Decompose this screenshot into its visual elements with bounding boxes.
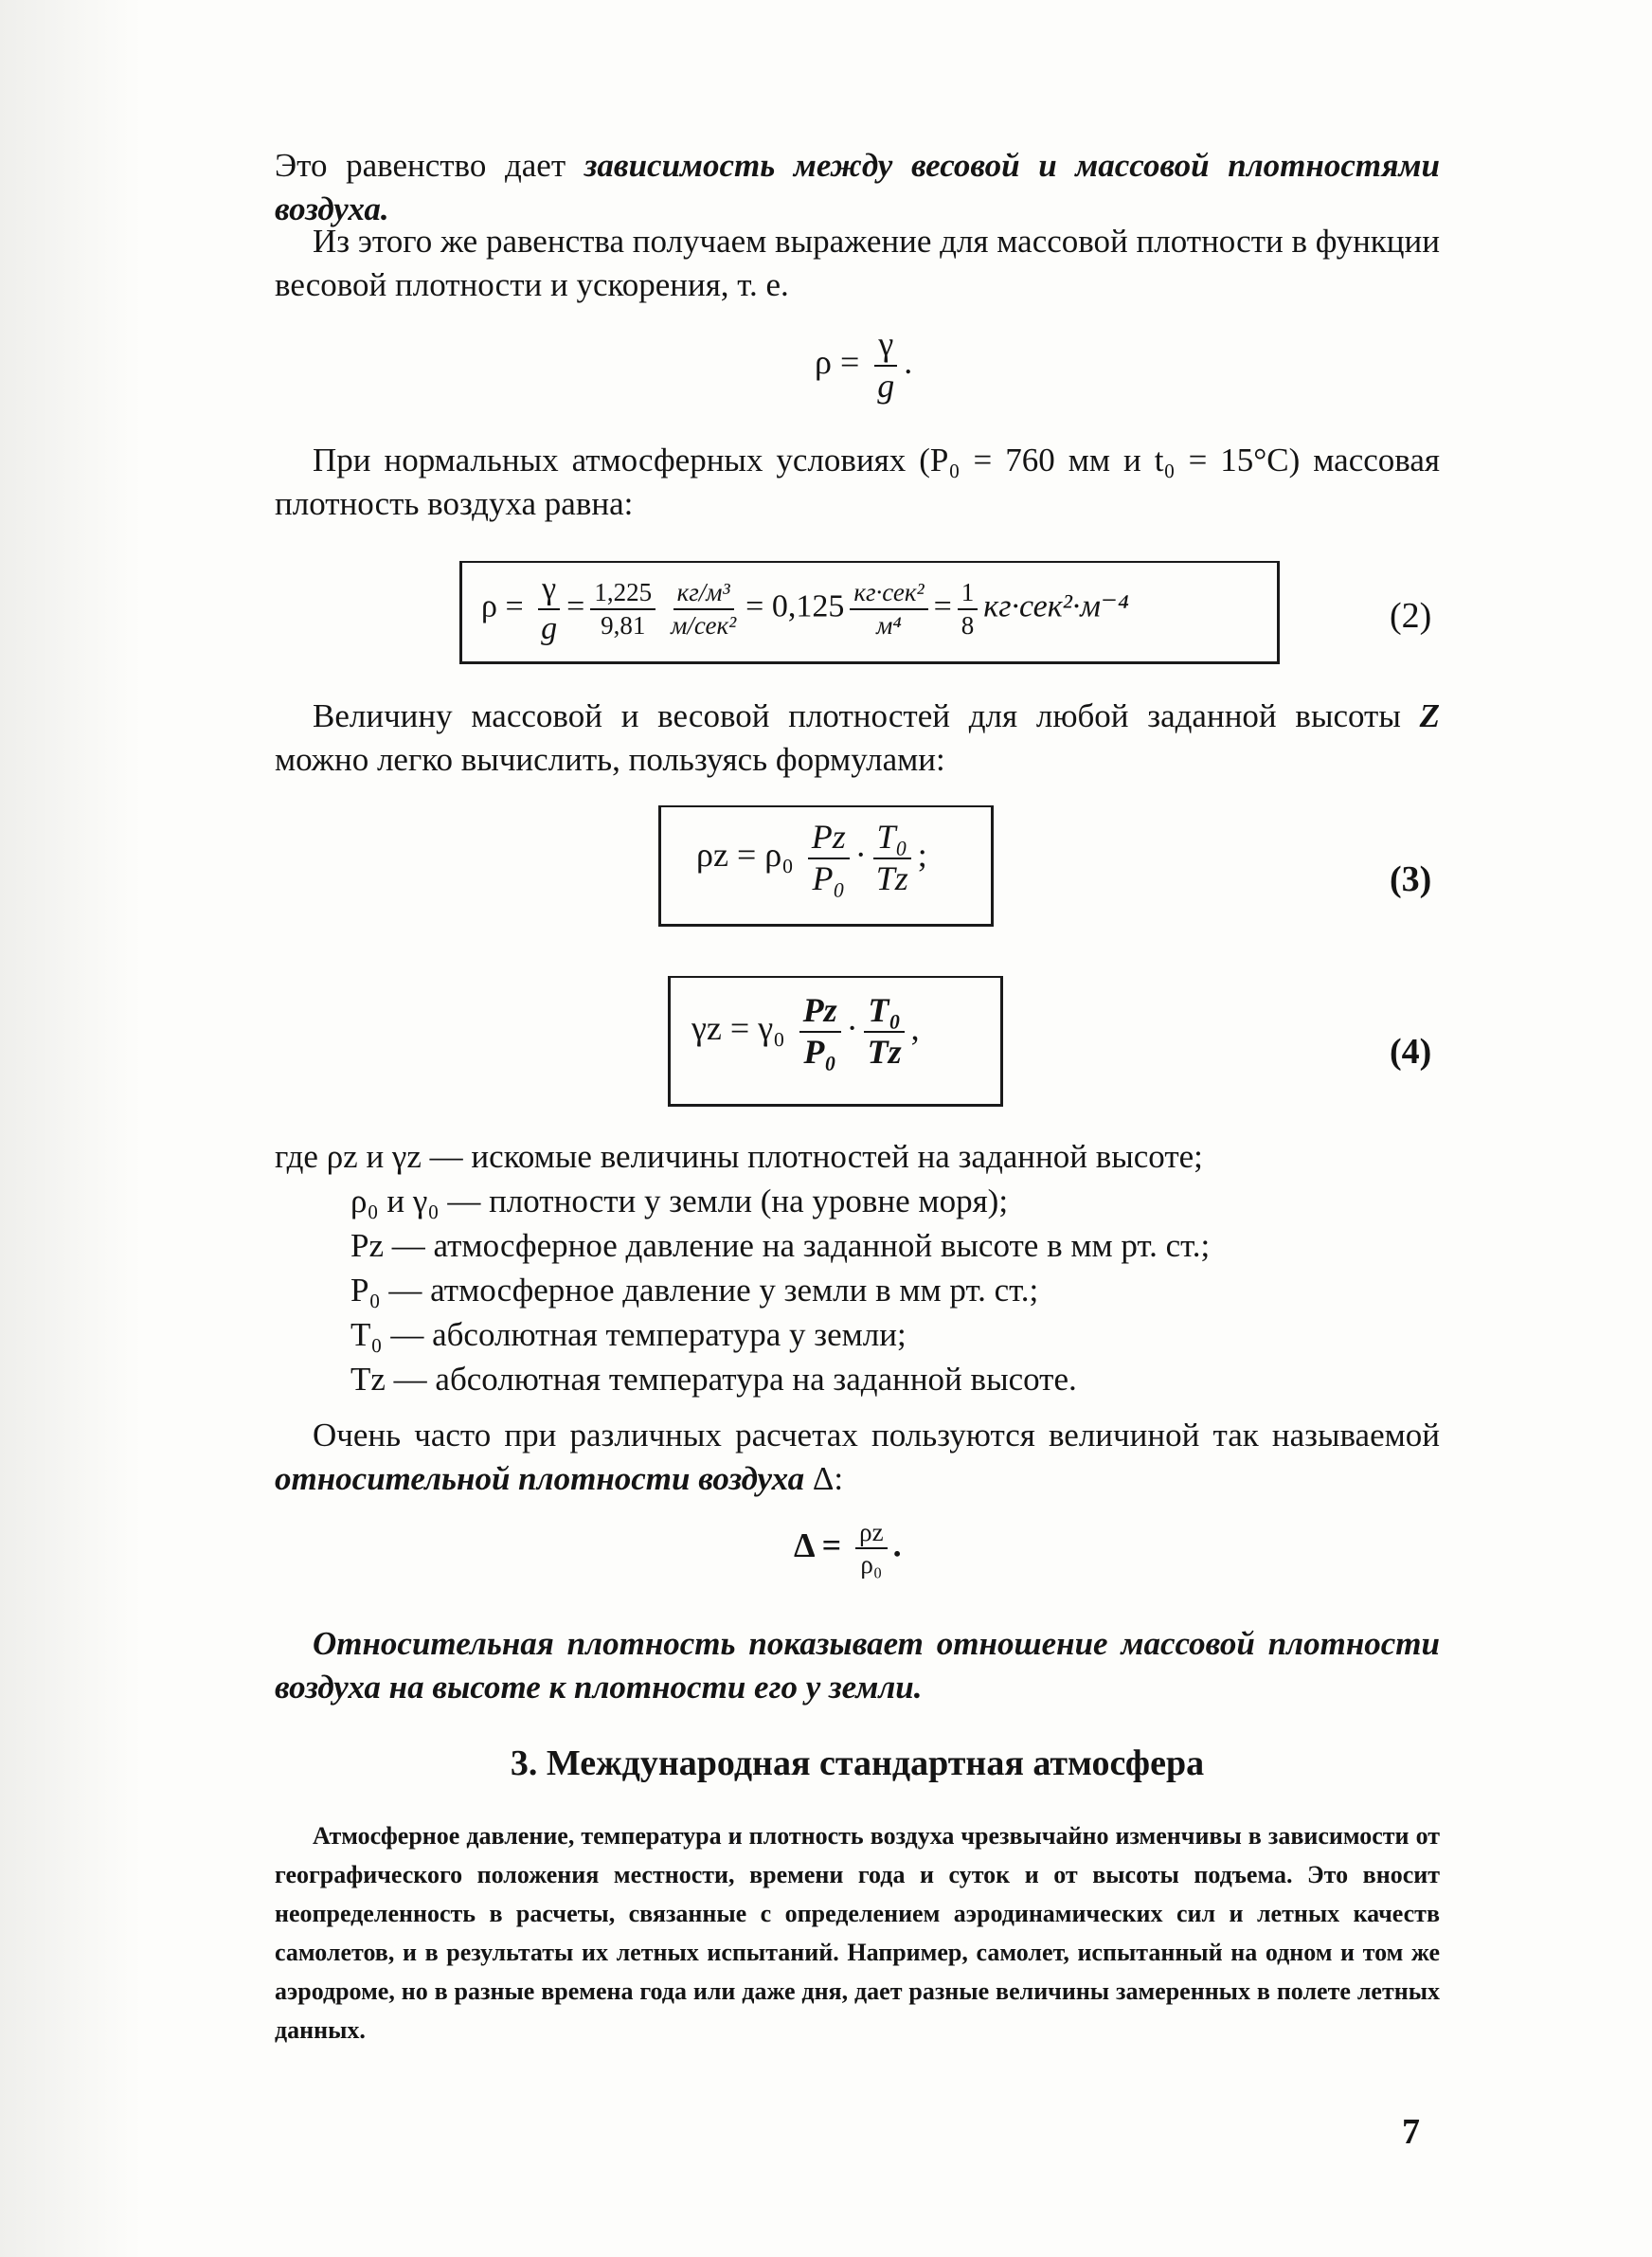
definition-t0: T₀ — абсолютная температура у земли; — [350, 1316, 907, 1353]
p1-lead: Это равенство дает — [275, 147, 584, 184]
p2-text: Из этого же равенства получаем выражение для массовой плотности в функции весовой плотности и ускорения, т. е. — [275, 223, 1440, 303]
formula-rho-gamma-g — [815, 327, 912, 405]
f5-fraction — [855, 1519, 887, 1579]
eq2-unit2-den: м⁴ — [876, 610, 902, 640]
definition-rho-gamma-0: ρ₀ и γ₀ — плотности у земли (на уровне моря); — [350, 1183, 1009, 1219]
formula-delta — [794, 1519, 902, 1579]
scan-margin-shade — [0, 0, 142, 2257]
eq3-temperature-ratio — [872, 820, 912, 897]
eq2-unit-num: кг/м³ — [673, 579, 734, 609]
equation-3-label: (3) — [1390, 859, 1432, 899]
eq3-dot: · — [854, 836, 867, 875]
paragraph-relative-density-meaning — [275, 1622, 1440, 1709]
equation-2-label: (2) — [1390, 596, 1432, 636]
section-title: 3. Международная стандартная атмосфера — [510, 1743, 1205, 1783]
eq2-1225: 1,225 — [590, 579, 655, 609]
equation-2 — [481, 572, 1129, 645]
eq2-equals-0125: = 0,125 — [745, 588, 845, 624]
eq3-pz: Pz — [808, 820, 850, 859]
eq2-unit-fraction — [667, 579, 740, 639]
eq2-unit-den: м/сек² — [671, 610, 737, 640]
eq4-pz: Pz — [799, 993, 841, 1033]
eq3-p0: P₀ — [812, 858, 846, 897]
f5-numerator: ρz — [855, 1519, 887, 1549]
eq2-equals-1: = — [566, 588, 585, 624]
p5-text-a: Очень часто при различных расчетах пользуются величиной так называемой — [313, 1417, 1440, 1454]
p5-text-b: Δ: — [804, 1460, 844, 1497]
eq2-units: кг·сек²·м⁻⁴ — [983, 588, 1129, 624]
eq2-981: 9,81 — [601, 610, 646, 640]
eq4-t0: T₀ — [864, 993, 905, 1033]
equation-4 — [691, 993, 920, 1071]
eq4-tz: Tz — [867, 1032, 902, 1071]
eq3-pressure-ratio — [808, 820, 850, 897]
f5-denominator: ρ₀ — [860, 1550, 883, 1580]
definition-rho-gamma-z: где ρz и γz — искомые величины плотностей на заданной высоте; — [275, 1138, 1203, 1175]
page-number: 7 — [1402, 2112, 1420, 2152]
eq2-lhs: ρ = — [481, 588, 524, 624]
p4-z: Z — [1419, 697, 1440, 734]
definition-p0: P₀ — атмосферное давление у земли в мм рт. ст.; — [350, 1272, 1039, 1309]
eq2-one: 1 — [958, 579, 979, 609]
paragraph-relative-density — [275, 1414, 1440, 1501]
eq4-tail: , — [910, 1009, 920, 1048]
eq4-temperature-ratio — [864, 993, 906, 1071]
f1-lhs: ρ = — [815, 343, 860, 382]
paragraph-normal-conditions — [275, 439, 1440, 526]
eq3-tail: ; — [917, 836, 927, 875]
p4-text-b: можно легко вычислить, пользуясь формулами: — [275, 741, 945, 778]
eq4-dot: · — [846, 1009, 858, 1048]
f1-denominator: g — [877, 366, 895, 405]
paragraph-altitude-formulas — [275, 695, 1440, 782]
p1-emphasis: зависимость между весовой и массовой плотностями воздуха. — [275, 147, 1440, 227]
eq4-lhs: γz = γ₀ — [691, 1009, 785, 1048]
eq2-gamma-g — [537, 572, 561, 645]
eq3-tz: Tz — [875, 858, 908, 897]
definition-tz: Tz — абсолютная температура на заданной высоте. — [350, 1361, 1077, 1398]
eq4-pressure-ratio — [799, 993, 841, 1071]
p3-text: При нормальных атмосферных условиях (P₀ = 760 мм и t₀ = 15°C) массовая плотность воздуха равна: — [275, 442, 1440, 522]
variable-definitions — [275, 1134, 1210, 1401]
eq2-unit2-fraction — [850, 579, 927, 639]
eq2-eight: 8 — [961, 610, 975, 640]
eq4-p0: P₀ — [803, 1032, 836, 1071]
eq2-one-eighth — [958, 579, 979, 639]
f1-fraction — [873, 327, 898, 405]
f1-numerator: γ — [874, 327, 897, 367]
equation-3 — [696, 820, 927, 897]
eq2-equals-3: = — [933, 588, 952, 624]
eq2-g: g — [541, 610, 558, 646]
eq2-value-fraction — [590, 579, 655, 639]
p5-emphasis: относительной плотности воздуха — [275, 1460, 805, 1497]
paragraph-density-relation — [275, 144, 1440, 231]
paragraph-standard-atmosphere: Атмосферное давление, температура и плотность воздуха чрезвычайно изменчивы в зависимости от географического положения местности, времени года и суток и от высоты подъема. Это вносит неопределенность в расчеты, связанные с определением аэродинамических сил и летных качеств самолетов, и в результаты их летных испытаний. Например, самолет, испытанный на одном и том же аэродроме, но в разные времена года или даже дня, дает разные величины замеренных в полете летных данных. — [275, 1822, 1440, 2044]
eq3-t0: T₀ — [873, 820, 912, 859]
definition-pz: Pz — атмосферное давление на заданной высоте в мм рт. ст.; — [350, 1227, 1211, 1264]
f1-tail: . — [904, 343, 913, 382]
f5-lhs: Δ = — [794, 1526, 842, 1564]
paragraph-mass-density-expression — [275, 220, 1440, 307]
eq2-unit2-num: кг·сек² — [850, 579, 927, 609]
p6-text: Относительная плотность показывает отношение массовой плотности воздуха на высоте к плотности его у земли. — [275, 1625, 1440, 1706]
f5-tail: . — [892, 1526, 902, 1564]
eq2-gamma: γ — [538, 572, 560, 610]
p4-text-a: Величину массовой и весовой плотностей для любой заданной высоты — [313, 697, 1420, 734]
equation-4-label: (4) — [1390, 1032, 1432, 1072]
eq3-lhs: ρz = ρ₀ — [696, 836, 794, 875]
